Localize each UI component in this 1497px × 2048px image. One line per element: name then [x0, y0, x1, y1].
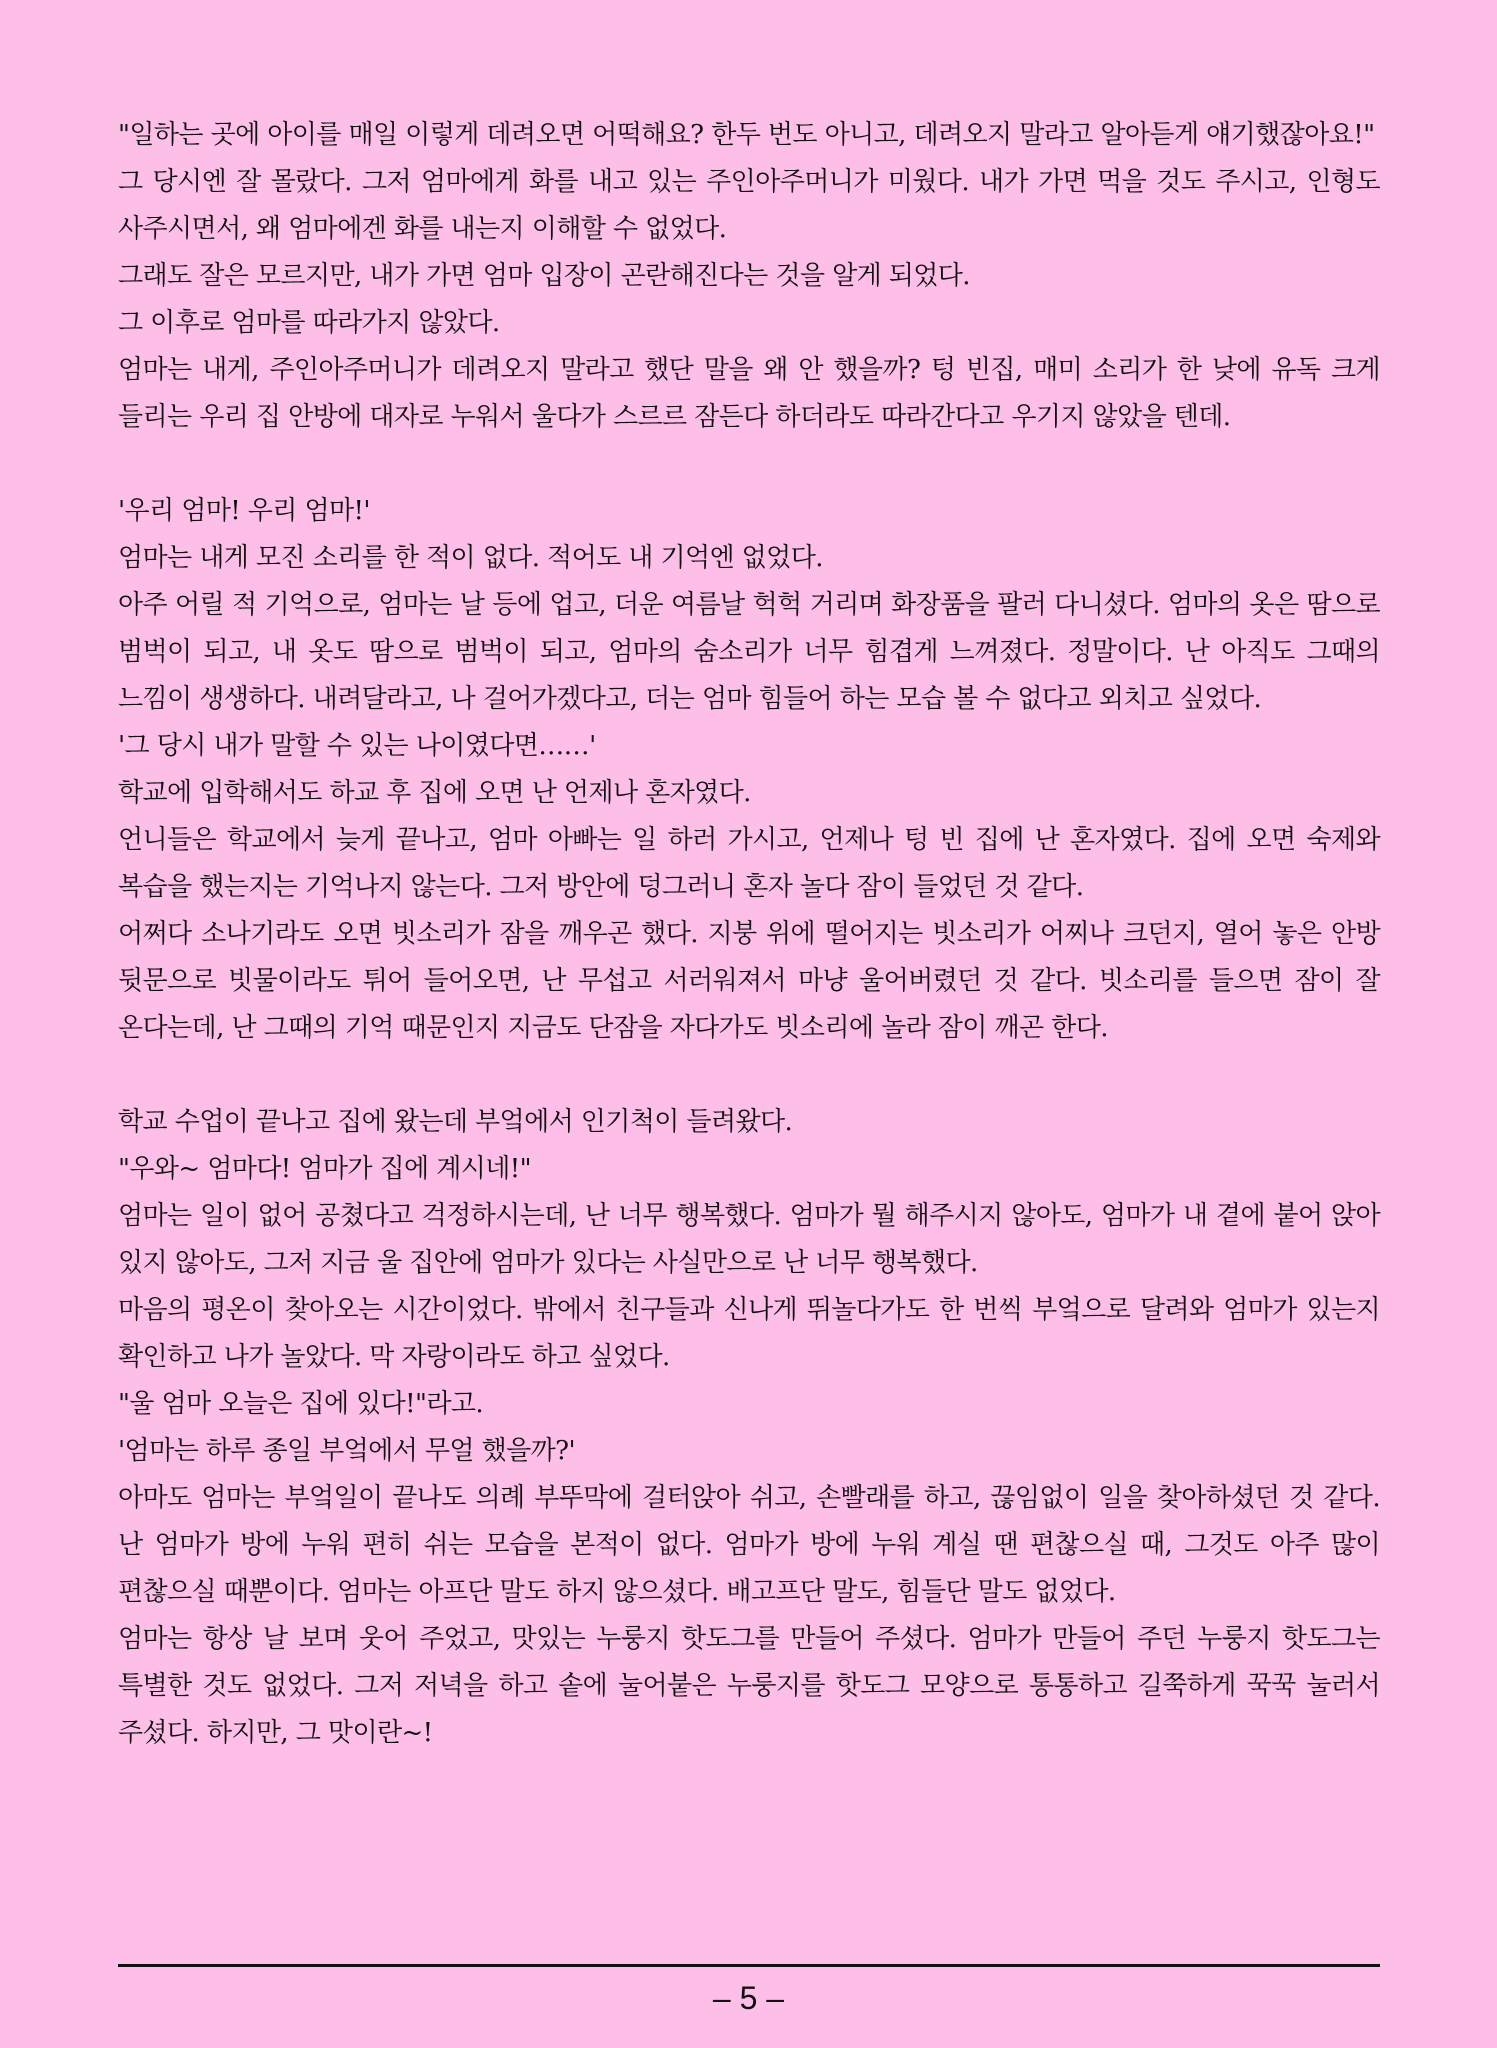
- paragraph-dialogue: "우와~ 엄마다! 엄마가 집에 계시네!": [118, 1154, 531, 1184]
- paragraph: 엄마는 내게 모진 소리를 한 적이 없다. 적어도 내 기억엔 없었다.: [118, 543, 823, 573]
- paragraph: 학교 수업이 끝나고 집에 왔는데 부엌에서 인기척이 들려왔다.: [118, 1107, 793, 1137]
- paragraph: 어쩌다 소나기라도 오면 빗소리가 잠을 깨우곤 했다. 지붕 위에 떨어지는 빗소리가 어찌나 크던지, 열어 놓은 안방 뒷문으로 빗물이라도 튀어 들어오면, 난 무섭고 서러워져서 마냥 울어버렸던 것 같다. 빗소리를 들으면 잠이 잘 온다는데, 난 그때의 기억 때문인지 지금도 단잠을 자다가도 빗소리에 놀라 잠이 깨곤 한다.: [118, 919, 1380, 1043]
- section-break: [118, 441, 1380, 488]
- paragraph: 엄마는 내게, 주인아주머니가 데려오지 말라고 했단 말을 왜 안 했을까? 텅 빈집, 매미 소리가 한 낮에 유독 크게 들리는 우리 집 안방에 대자로 누워서 울다가 스르르 잠든다 하더라도 따라간다고 우기지 않았을 텐데.: [118, 355, 1380, 432]
- paragraph-inner-thought: '엄마는 하루 종일 부엌에서 무얼 했을까?': [118, 1436, 576, 1466]
- paragraph: 언니들은 학교에서 늦게 끝나고, 엄마 아빠는 일 하러 가시고, 언제나 텅 빈 집에 난 혼자였다. 집에 오면 숙제와 복습을 했는지는 기억나지 않는다. 그저 방안에 덩그러니 혼자 놀다 잠이 들었던 것 같다.: [118, 825, 1380, 902]
- paragraph: 아주 어릴 적 기억으로, 엄마는 날 등에 업고, 더운 여름날 헉헉 거리며 화장품을 팔러 다니셨다. 엄마의 옷은 땀으로 범벅이 되고, 내 옷도 땀으로 범벅이 되고, 엄마의 숨소리가 너무 힘겹게 느껴졌다. 정말이다. 난 아직도 그때의 느낌이 생생하다. 내려달라고, 나 걸어가겠다고, 더는 엄마 힘들어 하는 모습 볼 수 없다고 외치고 싶었다.: [118, 590, 1380, 714]
- paragraph-inner-thought: '그 당시 내가 말할 수 있는 나이였다면……': [118, 731, 596, 761]
- paragraph-quote-employer: "일하는 곳에 아이를 매일 이렇게 데려오면 어떡해요? 한두 번도 아니고, 데려오지 말라고 알아듣게 얘기했잖아요!": [118, 120, 1375, 150]
- paragraph: 아마도 엄마는 부엌일이 끝나도 의례 부뚜막에 걸터앉아 쉬고, 손빨래를 하고, 끊임없이 일을 찾아하셨던 것 같다. 난 엄마가 방에 누워 편히 쉬는 모습을 본적이 없다. 엄마가 방에 누워 계실 땐 편찮으실 때, 그것도 아주 많이 편찮으실 때뿐이다. 엄마는 아프단 말도 하지 않으셨다. 배고프단 말도, 힘들단 말도 없었다.: [118, 1483, 1380, 1607]
- footer-divider: [118, 1964, 1380, 1967]
- paragraph: 엄마는 일이 없어 공쳤다고 걱정하시는데, 난 너무 행복했다. 엄마가 뭘 해주시지 않아도, 엄마가 내 곁에 붙어 앉아 있지 않아도, 그저 지금 울 집안에 엄마가 있다는 사실만으로 난 너무 행복했다.: [118, 1201, 1380, 1278]
- paragraph-dialogue: "울 엄마 오늘은 집에 있다!"라고.: [118, 1389, 484, 1419]
- paragraph: 엄마는 항상 날 보며 웃어 주었고, 맛있는 누룽지 핫도그를 만들어 주셨다. 엄마가 만들어 주던 누룽지 핫도그는 특별한 것도 없었다. 그저 저녁을 하고 솥에 눌어붙은 누룽지를 핫도그 모양으로 통통하고 길쭉하게 꾹꾹 눌러서 주셨다. 하지만, 그 맛이란~!: [118, 1624, 1380, 1748]
- page-body: [118, 112, 1380, 1757]
- section-break: [118, 1052, 1380, 1099]
- paragraph: 그 당시엔 잘 몰랐다. 그저 엄마에게 화를 내고 있는 주인아주머니가 미웠다. 내가 가면 먹을 것도 주시고, 인형도 사주시면서, 왜 엄마에겐 화를 내는지 이해할 수 없었다.: [118, 167, 1380, 244]
- paragraph: 그래도 잘은 모르지만, 내가 가면 엄마 입장이 곤란해진다는 것을 알게 되었다.: [118, 261, 970, 291]
- paragraph-inner-thought: '우리 엄마! 우리 엄마!': [118, 496, 370, 526]
- page-number: – 5 –: [712, 1980, 785, 2016]
- paragraph: 그 이후로 엄마를 따라가지 않았다.: [118, 308, 500, 338]
- paragraph: 마음의 평온이 찾아오는 시간이었다. 밖에서 친구들과 신나게 뛰놀다가도 한 번씩 부엌으로 달려와 엄마가 있는지 확인하고 나가 놀았다. 막 자랑이라도 하고 싶었다.: [118, 1295, 1380, 1372]
- paragraph: 학교에 입학해서도 하교 후 집에 오면 난 언제나 혼자였다.: [118, 778, 751, 808]
